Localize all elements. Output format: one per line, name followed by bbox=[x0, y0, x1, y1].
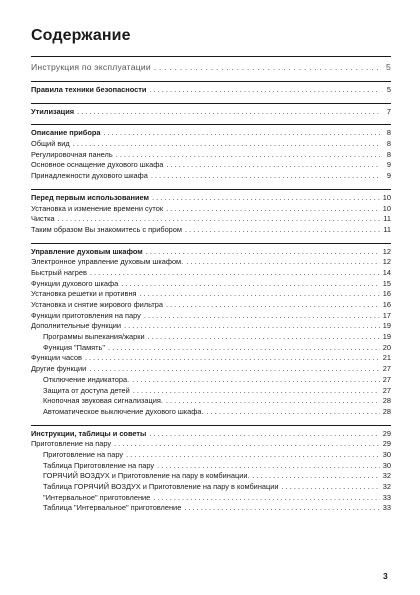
toc-entry-page: 29 bbox=[382, 439, 391, 449]
toc-entry[interactable] bbox=[31, 171, 391, 182]
toc-entry-label: Инструкция по эксплуатации bbox=[31, 62, 151, 72]
toc-section bbox=[31, 425, 391, 522]
toc-entry-page: 27 bbox=[382, 385, 391, 395]
toc-entry-page: 19 bbox=[382, 321, 391, 331]
dot-leader bbox=[166, 160, 380, 171]
dot-leader bbox=[207, 407, 380, 418]
dot-leader bbox=[133, 386, 380, 397]
toc-entry-page: 28 bbox=[382, 396, 391, 406]
toc-entry-label: Защита от доступа детей bbox=[43, 385, 130, 395]
toc-entry[interactable] bbox=[31, 279, 391, 290]
dot-leader bbox=[149, 85, 380, 96]
dot-leader bbox=[124, 321, 380, 332]
toc-section bbox=[31, 243, 391, 425]
toc-entry[interactable] bbox=[31, 150, 391, 161]
toc-entry-page: 16 bbox=[382, 289, 391, 299]
toc-entry[interactable] bbox=[31, 482, 391, 493]
dot-leader bbox=[85, 353, 380, 364]
toc-entry[interactable] bbox=[31, 321, 391, 332]
toc-entry-label: Дополнительные функции bbox=[31, 321, 122, 331]
dot-leader bbox=[149, 429, 379, 440]
toc-heading[interactable] bbox=[31, 247, 391, 258]
toc-entry-label: Функции приготовления на пару bbox=[31, 310, 141, 320]
toc-entry[interactable] bbox=[31, 364, 391, 375]
toc-entry-page: 9 bbox=[386, 160, 391, 170]
page-title: Содержание bbox=[31, 27, 131, 44]
toc-entry-page: 17 bbox=[382, 310, 391, 320]
toc-entry-page: 30 bbox=[382, 460, 391, 470]
toc-section bbox=[31, 124, 391, 188]
toc-entry-label: Перед первым использованием bbox=[31, 192, 149, 202]
dot-leader bbox=[108, 343, 380, 354]
toc-section bbox=[31, 189, 391, 243]
toc-entry[interactable] bbox=[31, 353, 391, 364]
dot-leader bbox=[90, 268, 380, 279]
dot-leader bbox=[166, 396, 380, 407]
toc-entry[interactable] bbox=[31, 343, 391, 354]
toc-entry-page: 11 bbox=[383, 214, 391, 224]
toc-entry-label: Электронное управление духовым шкафом. bbox=[31, 257, 184, 267]
toc-section bbox=[31, 56, 391, 81]
toc-entry-label: Общий вид bbox=[31, 139, 70, 149]
dot-leader bbox=[144, 311, 380, 322]
toc-entry[interactable] bbox=[31, 311, 391, 322]
toc-entry-page: 5 bbox=[386, 85, 391, 94]
toc-entry-label: Автоматическое выключение духового шкафа. bbox=[43, 406, 204, 416]
toc-entry[interactable] bbox=[31, 139, 391, 150]
toc-entry-label: Отключение индикатора. bbox=[43, 374, 130, 384]
toc-section bbox=[31, 81, 391, 103]
toc-entry-page: 9 bbox=[386, 171, 391, 181]
toc-entry[interactable] bbox=[31, 160, 391, 171]
toc-heading[interactable] bbox=[31, 85, 391, 96]
toc-entry-page: 30 bbox=[382, 449, 391, 459]
toc-entry-label: Таблица Приготовление на пару bbox=[43, 460, 155, 470]
toc-entry-page: 32 bbox=[382, 471, 391, 481]
dot-leader bbox=[114, 439, 380, 450]
toc-entry-page: 16 bbox=[382, 300, 391, 309]
toc-entry-page: 10 bbox=[382, 203, 391, 213]
toc-entry-label: Установка решетки и противня bbox=[31, 289, 137, 299]
toc-entry-label: Установка и снятие жирового фильтра bbox=[31, 300, 163, 309]
toc-entry-label: Чистка bbox=[31, 214, 55, 224]
toc-entry-page: 14 bbox=[382, 267, 391, 277]
toc-entry-label: "Интервальное" приготовление bbox=[43, 492, 151, 502]
dot-leader bbox=[121, 279, 380, 290]
toc-entry-label: Инструкции, таблицы и советы bbox=[31, 428, 147, 438]
toc-entry-page: 21 bbox=[382, 353, 391, 363]
toc-entry-page: 29 bbox=[382, 428, 391, 438]
toc-entry-page: 27 bbox=[382, 364, 391, 374]
toc-entry[interactable] bbox=[31, 503, 391, 514]
dot-leader bbox=[126, 450, 380, 461]
toc-entry-label: Таблица ГОРЯЧИЙ ВОЗДУХ и Приготовление на пару в комбинации bbox=[43, 482, 279, 491]
toc-heading[interactable] bbox=[31, 429, 391, 440]
toc-entry[interactable] bbox=[31, 300, 391, 311]
toc-heading[interactable] bbox=[31, 107, 391, 118]
toc-entry-page: 27 bbox=[382, 374, 391, 384]
dot-leader bbox=[253, 471, 380, 482]
dot-leader bbox=[153, 493, 379, 504]
dot-leader bbox=[77, 107, 380, 118]
toc-entry[interactable] bbox=[31, 332, 391, 343]
toc-heading[interactable] bbox=[31, 193, 391, 204]
toc-entry-label: Таким образом Вы знакомитесь с прибором bbox=[31, 224, 182, 234]
toc-entry[interactable] bbox=[31, 471, 391, 482]
toc-entry-label: Программы выпекания/жарки bbox=[43, 332, 145, 342]
dot-leader bbox=[146, 247, 380, 258]
dot-leader bbox=[166, 300, 380, 311]
toc-entry-label: Управление духовым шкафом bbox=[31, 246, 143, 256]
dot-leader bbox=[132, 375, 380, 386]
toc-entry-page: 8 bbox=[386, 128, 391, 138]
toc-entry-page: 7 bbox=[386, 106, 391, 116]
toc-entry-label: Другие функции bbox=[31, 364, 87, 374]
toc-entry-label: Функции часов bbox=[31, 353, 82, 363]
toc-entry[interactable] bbox=[31, 450, 391, 461]
dot-leader bbox=[282, 482, 380, 493]
dot-leader bbox=[152, 193, 380, 204]
toc-entry-label: ГОРЯЧИЙ ВОЗДУХ и Приготовление на пару в комбинации. bbox=[43, 471, 250, 481]
toc-entry-page: 15 bbox=[382, 278, 391, 288]
toc-entry[interactable] bbox=[31, 439, 391, 450]
dot-leader bbox=[103, 128, 380, 139]
toc-entry[interactable] bbox=[31, 289, 391, 300]
dot-leader bbox=[157, 461, 380, 472]
dot-leader bbox=[154, 60, 380, 74]
dot-leader bbox=[89, 364, 380, 375]
toc-entry[interactable] bbox=[31, 386, 391, 397]
toc-entry-page: 19 bbox=[382, 332, 391, 342]
toc-entry-page: 33 bbox=[382, 503, 391, 513]
table-of-contents bbox=[31, 56, 391, 521]
page-number: 3 bbox=[383, 571, 388, 581]
toc-entry-page: 33 bbox=[382, 492, 391, 502]
toc-entry-label: Приготовление на пару bbox=[31, 439, 112, 449]
toc-entry[interactable] bbox=[31, 257, 391, 268]
dot-leader bbox=[166, 204, 380, 215]
dot-leader bbox=[185, 225, 380, 236]
toc-entry-page: 28 bbox=[382, 406, 391, 416]
toc-entry[interactable] bbox=[31, 214, 391, 225]
toc-entry-page: 11 bbox=[383, 224, 391, 234]
toc-entry-label: Принадлежности духового шкафа bbox=[31, 171, 148, 181]
toc-entry-page: 5 bbox=[386, 62, 391, 72]
toc-entry-label: Функция "Память" bbox=[43, 342, 106, 352]
toc-entry-label: Основное оснащение духового шкафа bbox=[31, 160, 164, 170]
toc-entry[interactable] bbox=[31, 396, 391, 407]
toc-entry-label: Установка и изменение времени суток bbox=[31, 203, 164, 213]
dot-leader bbox=[140, 289, 380, 300]
toc-entry-label: Регулировочная панель bbox=[31, 149, 113, 159]
dot-leader bbox=[73, 139, 380, 150]
dot-leader bbox=[148, 332, 380, 343]
toc-entry-page: 8 bbox=[386, 149, 391, 159]
toc-entry[interactable] bbox=[31, 268, 391, 279]
toc-entry-label: Таблица "Интервальное" приготовление bbox=[43, 503, 182, 513]
dot-leader bbox=[116, 150, 380, 161]
toc-section bbox=[31, 103, 391, 125]
toc-entry-label: Утилизация bbox=[31, 106, 75, 116]
toc-entry[interactable] bbox=[31, 407, 391, 418]
toc-entry-label: Функции духового шкафа bbox=[31, 278, 119, 288]
toc-entry-label: Описание прибора bbox=[31, 128, 101, 138]
toc-entry-page: 20 bbox=[382, 342, 391, 352]
toc-entry-page: 12 bbox=[382, 257, 391, 267]
toc-entry-page: 8 bbox=[386, 139, 391, 149]
toc-entry[interactable] bbox=[31, 204, 391, 215]
toc-entry[interactable] bbox=[31, 493, 391, 504]
toc-entry-page: 12 bbox=[382, 246, 391, 256]
dot-leader bbox=[151, 171, 380, 182]
toc-entry-label: Приготовление на пару bbox=[43, 449, 124, 459]
toc-entry-label: Быстрый нагрев bbox=[31, 267, 87, 277]
toc-entry-page: 32 bbox=[382, 482, 391, 491]
toc-entry-label: Кнопочная звуковая сигнализация. bbox=[43, 396, 163, 406]
toc-entry[interactable] bbox=[31, 461, 391, 472]
toc-entry[interactable] bbox=[31, 375, 391, 386]
toc-entry-page: 10 bbox=[382, 192, 391, 202]
toc-heading[interactable] bbox=[31, 60, 391, 74]
dot-leader bbox=[184, 503, 379, 514]
dot-leader bbox=[58, 214, 380, 225]
toc-entry[interactable] bbox=[31, 225, 391, 236]
dot-leader bbox=[186, 257, 380, 268]
toc-heading[interactable] bbox=[31, 128, 391, 139]
toc-entry-label: Правила техники безопасности bbox=[31, 85, 147, 94]
